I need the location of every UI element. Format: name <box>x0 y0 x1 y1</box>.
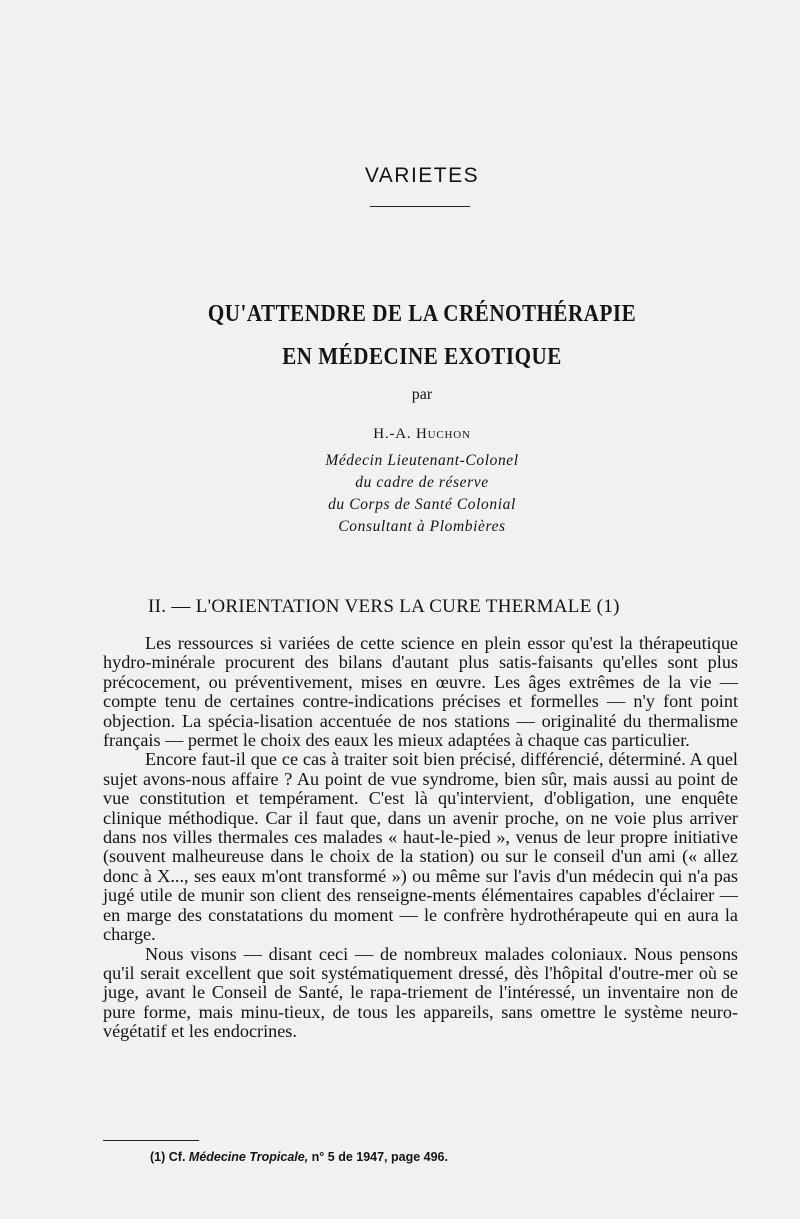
paragraph-1: Les ressources si variées de cette science en plein essor qu'est la thérapeutique hydro-minérale procurent des bilans d'autant plus satis-faisants qu'elles sont plus précocement, ou préventivement, mises en œuvre. Les âges extrêmes de la vie — compte tenu de certaines contre-indications précises et formelles — n'y font point objection. La spécia-lisation accentuée de nos stations — originalité du thermalisme français — permet le choix des eaux les mieux adaptées à chaque cas particulier. <box>103 633 738 751</box>
affiliation-line-3: du Corps de Santé Colonial <box>328 496 516 513</box>
paragraph-2: Encore faut-il que ce cas à traiter soit bien précisé, différencié, déterminé. A quel sujet avons-nous affaire ? Au point de vue syndrome, bien sûr, mais aussi au point de vue constitution et tempérament. C'est là qu'intervient, d'obligation, une enquête clinique méthodique. Car il faut que, dans un avenir proche, on ne voie plus arriver dans nos villes thermales ces malades « haut-le-pied », venus de leur propre initiative (souvent malheureuse dans le choix de la station) ou sur le conseil d'un ami (« allez donc à X..., ses eaux m'ont transformé ») ou même sur l'avis d'un médecin qui n'a pas jugé utile de munir son client des renseigne-ments élémentaires capables d'éclairer — en marge des constatations du moment — le confrère hydrothérapeute qui en aura la charge. <box>103 749 738 945</box>
paragraph-3: Nous visons — disant ceci — de nombreux malades coloniaux. Nous pensons qu'il serait excellent que soit systématiquement dressé, dès l'hôpital d'outre-mer où se juge, avant le Conseil de Santé, le rapa-triement de l'intéressé, un inventaire non de pure forme, mais minu-tieux, de tous les appareils, sans omettre le système neuro-végétatif et les endocrines. <box>103 943 738 1042</box>
section-heading: II. — L'ORIENTATION VERS LA CURE THERMALE (1) <box>148 596 620 617</box>
affiliation-line-2: du cadre de réserve <box>355 474 489 491</box>
article-body <box>103 634 738 1042</box>
affiliation-line-1: Médecin Lieutenant-Colonel <box>325 452 519 469</box>
byline-par: par <box>411 386 433 403</box>
author-name-text: H.-A. Huchon <box>373 426 471 442</box>
article-title-line-1: QU'ATTENDRE DE LA CRÉNOTHÉRAPIE <box>207 300 637 327</box>
footnote-journal: Médecine Tropicale, <box>188 1150 309 1164</box>
author-name <box>0 426 800 443</box>
rubric-heading: VARIETES <box>364 164 480 187</box>
footnote-reference: n° 5 de 1947, page 496. <box>311 1150 448 1164</box>
article-title-line-2: EN MÉDECINE EXOTIQUE <box>282 343 562 370</box>
footnote-rule <box>103 1140 199 1141</box>
footnote-marker: (1) Cf. <box>150 1150 186 1164</box>
divider-rule <box>370 206 470 207</box>
footnote <box>150 1150 750 1164</box>
affiliation-line-4: Consultant à Plombières <box>338 518 506 535</box>
